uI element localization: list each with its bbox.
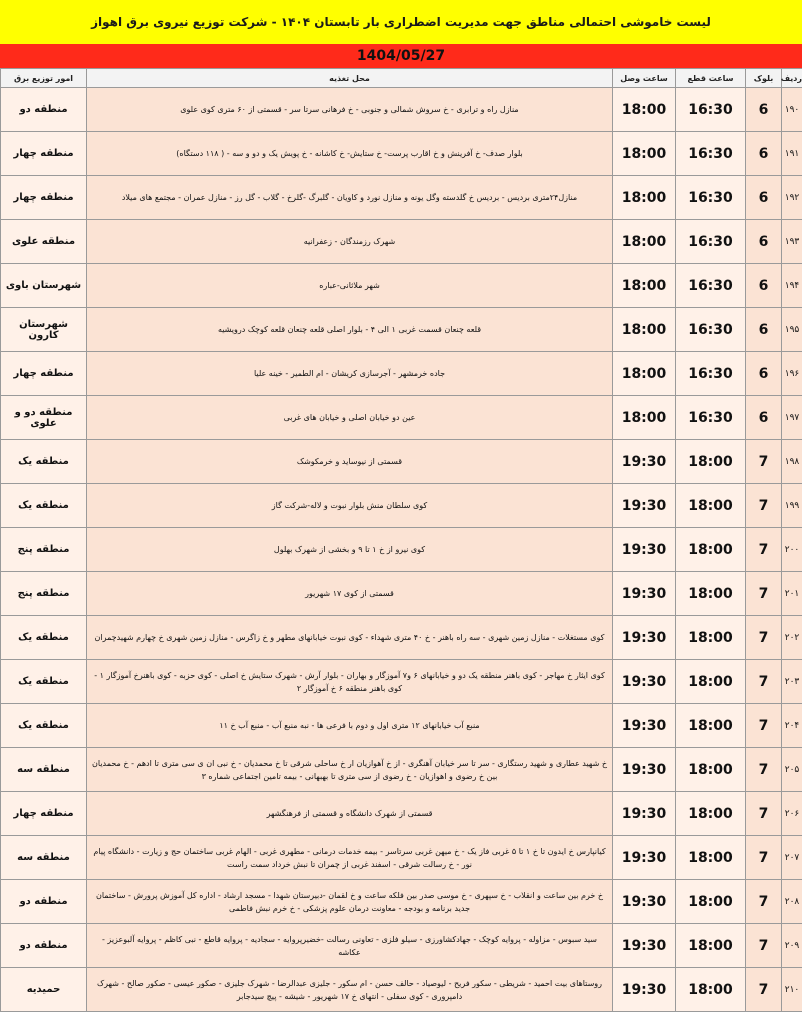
location-cell: کوی نیرو از خ ۱ تا ۹ و بخشی از شهرک بهلول [87, 528, 613, 572]
table-row [1, 616, 802, 660]
district-cell: منطقه چهار [1, 792, 87, 836]
connect-time-cell: 19:30 [613, 836, 676, 880]
location-cell: منبع آب خیابانهای ۱۲ متری اول و دوم با فرعی ها - نبه منبع آب - منبع آب خ ۱۱ [87, 704, 613, 748]
row-number-cell: ۲۱۰ [782, 968, 802, 1012]
district-cell: منطقه یک [1, 704, 87, 748]
table-row [1, 484, 802, 528]
location-cell: عین دو خیابان اصلی و خیابان های غربی [87, 396, 613, 440]
cut-time-cell: 16:30 [676, 264, 746, 308]
block-cell: 7 [746, 704, 782, 748]
connect-time-cell: 19:30 [613, 748, 676, 792]
block-cell: 6 [746, 352, 782, 396]
row-number-cell: ۱۹۸ [782, 440, 802, 484]
block-cell: 6 [746, 176, 782, 220]
row-number-cell: ۱۹۲ [782, 176, 802, 220]
column-header-district: امور توزیع برق [1, 69, 87, 88]
column-header-block: بلوک [746, 69, 782, 88]
block-cell: 7 [746, 528, 782, 572]
row-number-cell: ۲۰۲ [782, 616, 802, 660]
block-cell: 7 [746, 968, 782, 1012]
row-number-cell: ۲۰۸ [782, 880, 802, 924]
block-cell: 6 [746, 264, 782, 308]
location-cell: منازل۲۴متری بردیس - بردیس خ گلدسته وگل یونه و منازل نورد و کاویان - گلبرگ -گلرخ - گلاب - گل رز - منازل عمران - مجتمع های میلاد [87, 176, 613, 220]
block-cell: 7 [746, 880, 782, 924]
connect-time-cell: 19:30 [613, 968, 676, 1012]
district-cell: منطقه چهار [1, 176, 87, 220]
cut-time-cell: 18:00 [676, 660, 746, 704]
location-cell: خ شهید عطاری و شهید رستگاری - سر تا سر خیابان آهنگری - از خ آهوازیان ار خ ساحلی شرقی تا خ محمدیان - خ نبی ان ی سی متری تا ادهم - خ محمدیان بین خ رضوی و اهوازیان - خ رضوی از سی متری تا بهبهانی - بیمه تامین اجتماعی شماره ۳ [87, 748, 613, 792]
cut-time-cell: 18:00 [676, 748, 746, 792]
row-number-cell: ۲۰۵ [782, 748, 802, 792]
cut-time-cell: 16:30 [676, 308, 746, 352]
cut-time-cell: 18:00 [676, 484, 746, 528]
location-cell: قسمتی از کوی ۱۷ شهریور [87, 572, 613, 616]
cut-time-cell: 18:00 [676, 572, 746, 616]
location-cell: خ خرم بین ساعت و انقلاب - خ سپهری - خ موسی صدر بین فلکه ساعت و خ لقمان -دبیرستان شهدا - مسجد ارشاد - اداره کل آموزش پرورش - ساختمان جدید برنامه و بودجه - معاونت درمان علوم پزشکی - خ خرم نبش فاطمی [87, 880, 613, 924]
table-row [1, 220, 802, 264]
district-cell: منطقه یک [1, 660, 87, 704]
table-body [1, 88, 802, 1012]
cut-time-cell: 16:30 [676, 352, 746, 396]
district-cell: شهرستان کارون [1, 308, 87, 352]
connect-time-cell: 19:30 [613, 528, 676, 572]
connect-time-cell: 19:30 [613, 924, 676, 968]
table-row [1, 880, 802, 924]
connect-time-cell: 19:30 [613, 660, 676, 704]
row-number-cell: ۲۰۳ [782, 660, 802, 704]
table-row [1, 176, 802, 220]
location-cell: قسمتی از شهرک دانشگاه و قسمتی از فرهنگشهر [87, 792, 613, 836]
connect-time-cell: 18:00 [613, 132, 676, 176]
table-row [1, 572, 802, 616]
connect-time-cell: 19:30 [613, 484, 676, 528]
table-row [1, 836, 802, 880]
cut-time-cell: 18:00 [676, 968, 746, 1012]
table-row [1, 132, 802, 176]
row-number-cell: ۱۹۵ [782, 308, 802, 352]
block-cell: 7 [746, 660, 782, 704]
connect-time-cell: 18:00 [613, 88, 676, 132]
location-cell: بلوار صدف- خ آفرینش و خ اقارب پرست- خ ستایش- خ کاشانه - خ پویش یک و دو و سه - ( ۱۱۸ دستگاه) [87, 132, 613, 176]
block-cell: 7 [746, 484, 782, 528]
cut-time-cell: 18:00 [676, 704, 746, 748]
table-row [1, 748, 802, 792]
table-row [1, 308, 802, 352]
sheet-date: 1404/05/27 [0, 44, 802, 68]
district-cell: منطقه سه [1, 748, 87, 792]
cut-time-cell: 16:30 [676, 132, 746, 176]
row-number-cell: ۲۰۹ [782, 924, 802, 968]
outage-table [0, 68, 802, 1012]
cut-time-cell: 18:00 [676, 836, 746, 880]
sheet-title: لیست خاموشی احتمالی مناطق جهت مدیریت اضطراری بار تابستان ۱۴۰۴ - شرکت توزیع نیروی برق اهواز [0, 0, 802, 44]
cut-time-cell: 16:30 [676, 176, 746, 220]
row-number-cell: ۱۹۰ [782, 88, 802, 132]
district-cell: منطقه یک [1, 484, 87, 528]
location-cell: کوی ایثار خ مهاجر - کوی باهنر منطقه یک دو و خیابانهای ۶ و۷ آموزگار و بهاران - بلوار آرش - شهرک ستایش خ اصلی - کوی حزبه - کوی باهنرخ آموزگار ۱ - کوی باهنر منطقه ۶ خ آموزگار ۲ [87, 660, 613, 704]
cut-time-cell: 16:30 [676, 220, 746, 264]
cut-time-cell: 18:00 [676, 792, 746, 836]
cut-time-cell: 18:00 [676, 440, 746, 484]
cut-time-cell: 18:00 [676, 616, 746, 660]
row-number-cell: ۱۹۴ [782, 264, 802, 308]
block-cell: 6 [746, 220, 782, 264]
connect-time-cell: 19:30 [613, 616, 676, 660]
location-cell: روستاهای بیت احمید - شریطی - سکور فریح - لیوصیاد - حالف حسن - ام سکور - جلیزی عبدالرضا - شهرک جلیزی - صکور عیسی - صکور صالح - شهرک دامپروری - کوی سفلی - انتهای خ ۱۷ شهریور - شیشه - پیچ سیدجابر [87, 968, 613, 1012]
location-cell: قلعه چنعان قسمت غربی ۱ الی ۴ - بلوار اصلی قلعه چنعان قلعه کوچک درویشیه [87, 308, 613, 352]
connect-time-cell: 18:00 [613, 220, 676, 264]
connect-time-cell: 19:30 [613, 440, 676, 484]
block-cell: 7 [746, 616, 782, 660]
column-header-cut-time: ساعت قطع [676, 69, 746, 88]
block-cell: 7 [746, 836, 782, 880]
block-cell: 6 [746, 308, 782, 352]
district-cell: منطقه چهار [1, 352, 87, 396]
connect-time-cell: 19:30 [613, 880, 676, 924]
district-cell: منطقه دو [1, 924, 87, 968]
district-cell: منطقه دو [1, 880, 87, 924]
cut-time-cell: 18:00 [676, 880, 746, 924]
block-cell: 7 [746, 792, 782, 836]
district-cell: منطقه پنج [1, 528, 87, 572]
row-number-cell: ۲۰۱ [782, 572, 802, 616]
district-cell: منطقه چهار [1, 132, 87, 176]
table-row [1, 792, 802, 836]
block-cell: 7 [746, 748, 782, 792]
block-cell: 7 [746, 440, 782, 484]
connect-time-cell: 19:30 [613, 792, 676, 836]
table-row [1, 968, 802, 1012]
table-row [1, 704, 802, 748]
table-header-row [1, 69, 802, 88]
row-number-cell: ۲۰۷ [782, 836, 802, 880]
block-cell: 6 [746, 88, 782, 132]
block-cell: 6 [746, 396, 782, 440]
block-cell: 7 [746, 924, 782, 968]
location-cell: سید سبوس - مزاوله - پروایه کوچک - جهادکشاورزی - سیلو فلزی - تعاونی رسالت -خضیرپروایه - سجادیه - پروایه قاطع - نبی کاظم - پروایه آلبوعزیز - عکاشه [87, 924, 613, 968]
location-cell: منازل راه و ترابری - خ سروش شمالی و جنوبی - خ فرهانی سرتا سر - قسمتی از ۶۰ متری کوی علوی [87, 88, 613, 132]
connect-time-cell: 18:00 [613, 264, 676, 308]
table-row [1, 352, 802, 396]
table-row [1, 660, 802, 704]
cut-time-cell: 16:30 [676, 88, 746, 132]
location-cell: جاده خرمشهر - آجرسازی کریشان - ام الطمیر - خینه علیا [87, 352, 613, 396]
row-number-cell: ۲۰۴ [782, 704, 802, 748]
location-cell: قسمتی از نیوساید و خرمکوشک [87, 440, 613, 484]
connect-time-cell: 18:00 [613, 308, 676, 352]
district-cell: منطقه دو [1, 88, 87, 132]
district-cell: شهرستان باوی [1, 264, 87, 308]
column-header-connect-time: ساعت وصل [613, 69, 676, 88]
connect-time-cell: 19:30 [613, 572, 676, 616]
district-cell: حمیدیه [1, 968, 87, 1012]
row-number-cell: ۱۹۹ [782, 484, 802, 528]
connect-time-cell: 19:30 [613, 704, 676, 748]
cut-time-cell: 18:00 [676, 924, 746, 968]
column-header-row-number: ردیف [782, 69, 802, 88]
column-header-location: محل تغذیه [87, 69, 613, 88]
row-number-cell: ۱۹۶ [782, 352, 802, 396]
location-cell: شهر ملاثانی-عباره [87, 264, 613, 308]
row-number-cell: ۲۰۰ [782, 528, 802, 572]
district-cell: منطقه دو و علوی [1, 396, 87, 440]
cut-time-cell: 16:30 [676, 396, 746, 440]
district-cell: منطقه سه [1, 836, 87, 880]
connect-time-cell: 18:00 [613, 352, 676, 396]
block-cell: 7 [746, 572, 782, 616]
table-row [1, 396, 802, 440]
district-cell: منطقه یک [1, 616, 87, 660]
connect-time-cell: 18:00 [613, 396, 676, 440]
row-number-cell: ۱۹۳ [782, 220, 802, 264]
table-row [1, 264, 802, 308]
table-row [1, 440, 802, 484]
row-number-cell: ۱۹۷ [782, 396, 802, 440]
district-cell: منطقه یک [1, 440, 87, 484]
connect-time-cell: 18:00 [613, 176, 676, 220]
row-number-cell: ۲۰۶ [782, 792, 802, 836]
district-cell: منطقه پنج [1, 572, 87, 616]
table-row [1, 88, 802, 132]
location-cell: کیانپارس خ ایدون تا خ ۱ تا ۵ غربی فاز یک - خ میهن غربی سرتاسر - بیمه خدمات درمانی - مطهری غربی - الهام غربی ساختمان حج و زیارت - دانشگاه پیام نور - خ رسالت شرقی - اسفند غربی از چمران تا نبش خرداد سمت راست [87, 836, 613, 880]
location-cell: کوی مستغلات - منازل زمین شهری - سه راه باهنر - خ ۴۰ متری شهداء - کوی نبوت خیابانهای مطهر و خ زاگرس - منازل زمین شهری خ چهارم شهیدچمران [87, 616, 613, 660]
table-row [1, 528, 802, 572]
block-cell: 6 [746, 132, 782, 176]
row-number-cell: ۱۹۱ [782, 132, 802, 176]
location-cell: کوی سلطان منش بلوار نبوت و لاله-شرکت گاز [87, 484, 613, 528]
location-cell: شهرک رزمندگان - زعفرانیه [87, 220, 613, 264]
district-cell: منطقه علوی [1, 220, 87, 264]
table-row [1, 924, 802, 968]
cut-time-cell: 18:00 [676, 528, 746, 572]
